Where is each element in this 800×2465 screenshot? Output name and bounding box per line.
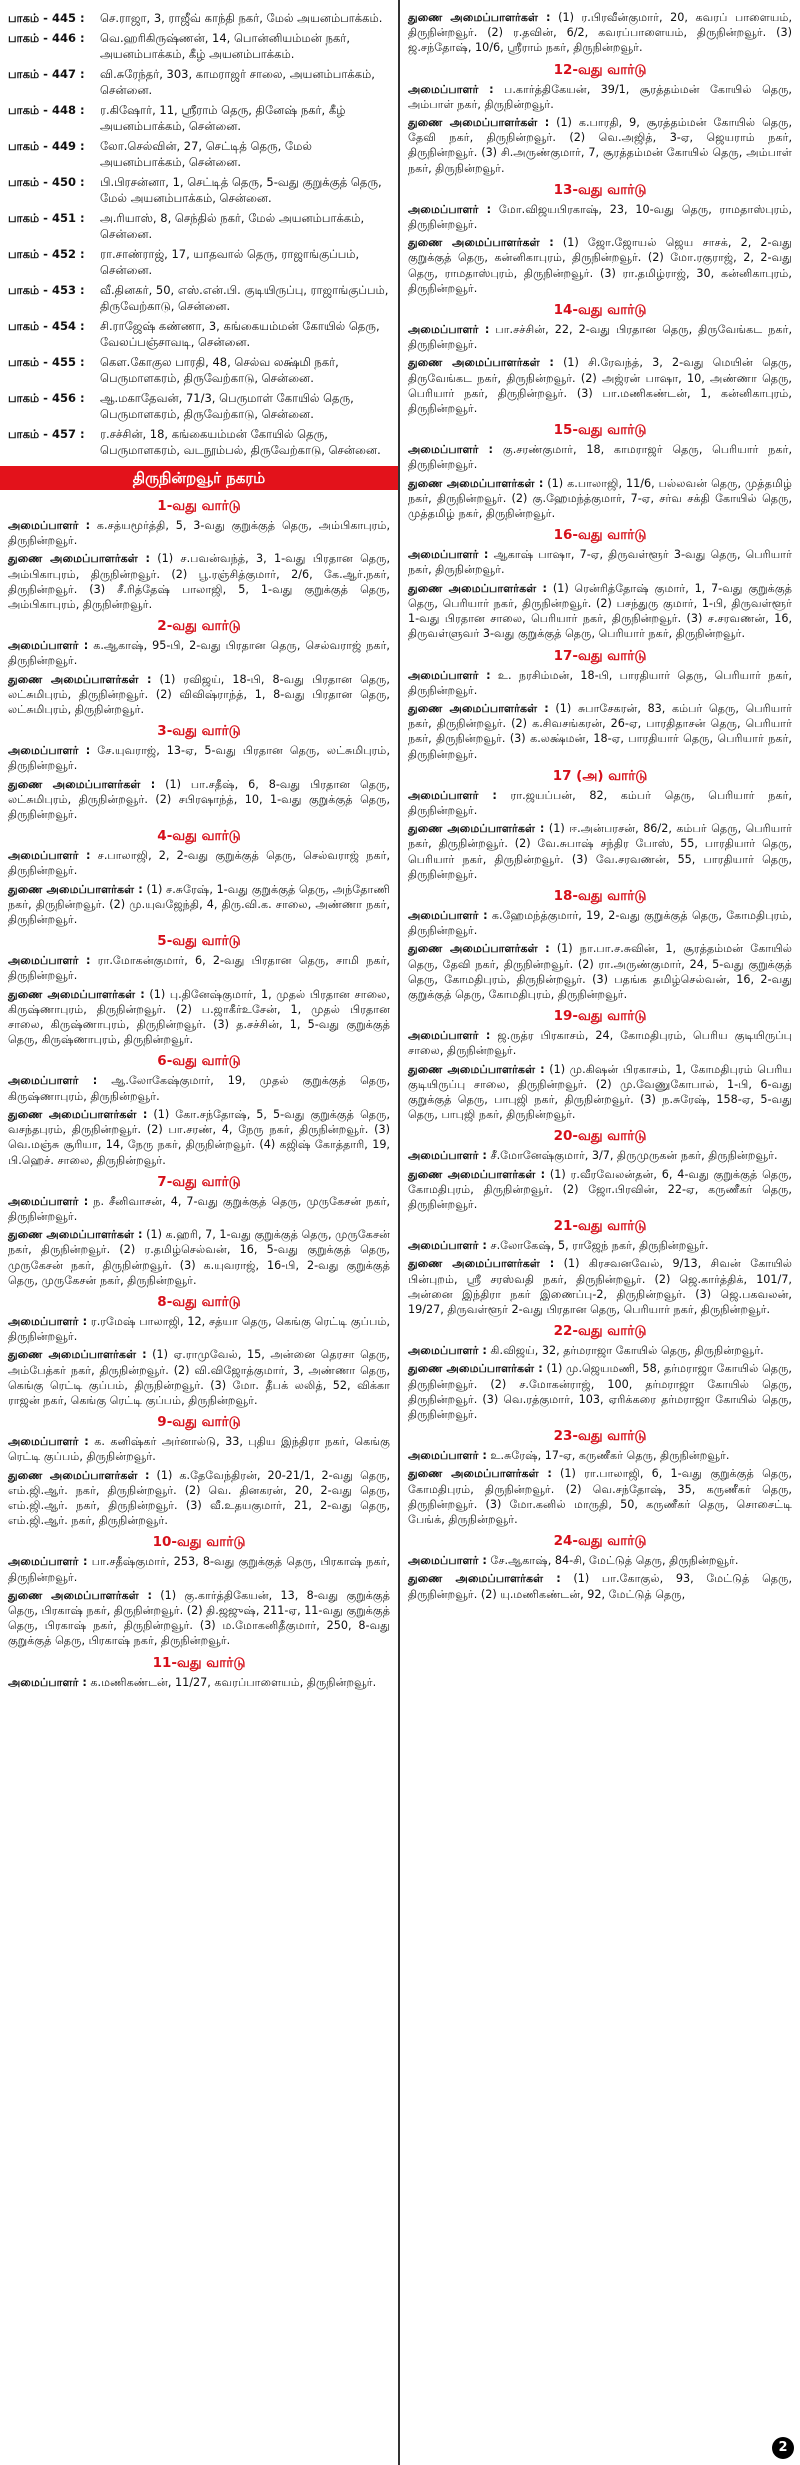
- ward-title: 7-வது வார்டு: [157, 1173, 241, 1190]
- entry-details: க.மணிகண்டன், 11/27, கவரப்பாளையம், திருநின்றவூர்.: [90, 1675, 377, 1689]
- ward-title: 24-வது வார்டு: [553, 1533, 647, 1550]
- entry-role-label: துணை அமைப்பாளர்கள் :: [408, 476, 544, 490]
- ward-entry: [408, 1062, 792, 1123]
- booth-number: பாகம் - 454 :: [8, 319, 85, 333]
- booth-assignee: ர.சச்சின், 18, கங்கையம்மன் கோயில் தெரு, பெருமாளகரம், வடநூம்பல், திருவேற்காடு, சென்னை.: [100, 427, 381, 457]
- ward-entry: [8, 987, 390, 1048]
- entry-role-label: அமைப்பாளர் :: [408, 1554, 487, 1568]
- entry-role-label: துணை அமைப்பாளர்கள் :: [8, 882, 143, 896]
- ward-entry: [408, 1343, 792, 1358]
- entry-details: (1) பா.கோகுல், 93, மேட்டுத் தெரு, திருநின்றவூர். (2) யு.மணிகண்டன், 92, மேட்டுத் தெரு,: [408, 1572, 793, 1601]
- entry-details: (1) பா.சதீஷ், 6, 8-வது பிரதான தெரு, லட்சுமிபுரம், திருநின்றவூர். (2) சபிரஷாந்த், 10, 1-வது குறுக்குத் தெரு, திருநின்றவூர்.: [8, 777, 390, 822]
- ward-entry: [408, 547, 792, 577]
- booth-assignee: லோ.செல்வின், 27, செட்டித் தெரு, மேல் அயனம்பாக்கம், சென்னை.: [100, 139, 312, 169]
- entry-role-label: துணை அமைப்பாளர்கள் :: [8, 672, 152, 686]
- ward-title: 2-வது வார்டு: [157, 618, 241, 635]
- ward-block: [408, 300, 792, 416]
- entry-role-label: அமைப்பாளர் :: [408, 82, 494, 96]
- ward-block: [408, 1006, 792, 1122]
- entry-role-label: துணை அமைப்பாளர்கள் :: [408, 942, 550, 956]
- entry-details: (1) க.பாலாஜி, 11/6, பல்லவன் தெரு, முத்தமிழ் நகர், திருநின்றவூர். (2) கு.ஹேமந்த்குமார், 7-ஏ, சர்வ சக்தி கோயில் தெரு, முத்தமிழ் நகர், திருநின்றவூர்.: [408, 476, 792, 521]
- ward-entry: [8, 638, 390, 668]
- entry-role-label: அமைப்பாளர் :: [8, 1435, 89, 1449]
- booth-assignee: வி.சுரேந்தர், 303, காமராஜர் சாலை, அயனம்பாக்கம், சென்னை.: [100, 67, 375, 97]
- ward-block: [8, 826, 390, 927]
- entry-role-label: துணை அமைப்பாளர்கள் :: [8, 987, 145, 1001]
- entry-details: உ.சுரேஷ், 17-ஏ, கருணீகர் தெரு, திருநின்றவூர்.: [490, 1449, 730, 1463]
- entry-details: க.ஆகாஷ், 95-பி, 2-வது பிரதான தெரு, செல்வராஜ் நகர், திருநின்றவூர்.: [8, 639, 390, 668]
- entry-details: (1) ஜோ.ஜோயல் ஜெய சாசக், 2, 2-வது குறுக்குத் தெரு, கன்னிகாபுரம், திருநின்றவூர். (2) மோ.ரகுராஜ், 2, 2-வது தெரு, ராமதாஸ்புரம், திருநின்றவூர். (3) ரா.தமிழ்ராஜ், 30, கன்னிகாபுரம், திருநின்றவூர்.: [408, 236, 792, 295]
- entry-details: (1) ர.வீரவேலன்தன், 6, 4-வது குறுக்குத் தெரு, கோமதிபுரம், திருநின்றவூர். (2) ஜோ.பிரவின், 22-ஏ, கருணீகர் தெரு, திருநின்றவூர்.: [408, 1167, 792, 1211]
- ward-block: [408, 180, 792, 296]
- ward-title: 18-வது வார்டு: [553, 887, 647, 904]
- ward-title: 21-வது வார்டு: [553, 1218, 647, 1235]
- entry-role-label: அமைப்பாளர் :: [408, 668, 491, 682]
- ward-block: [8, 931, 390, 1047]
- booth-row: [8, 426, 390, 458]
- entry-details: (1) ரா.பாலாஜி, 6, 1-வது குறுக்குத் தெரு, கோமதிபுரம், திருநின்றவூர். (2) வெ.சந்தோஷ், 35, கருணீகர் தெரு, திருநின்றவூர். (3) மோ.கனில் மாருதி, 50, கருணீகர் தெரு, சொசைட்டி பேங்க், திருநின்றவூர்.: [408, 1467, 793, 1527]
- entry-role-label: துணை அமைப்பாளர்கள் :: [8, 1588, 152, 1602]
- entry-role-label: அமைப்பாளர் :: [8, 1314, 88, 1328]
- wards-left-list: [8, 496, 390, 1690]
- entry-role-label: துணை அமைப்பாளர்கள் :: [408, 1062, 545, 1076]
- entry-details: ர.ரமேஷ் பாலாஜி, 12, சத்யா தெரு, கெங்கு ரெட்டி குப்பம், திருநின்றவூர்.: [8, 1314, 391, 1344]
- ward-title: 19-வது வார்டு: [553, 1008, 647, 1025]
- booth-row: [8, 30, 390, 62]
- ward-block: [8, 721, 390, 822]
- ward-block: [8, 1532, 390, 1648]
- ward-title: 15-வது வார்டு: [553, 422, 647, 439]
- entry-role-label: அமைப்பாளர் :: [408, 548, 489, 562]
- ward-entry: [408, 1167, 792, 1213]
- entry-details: ஆகாஷ் பாஷா, 7-ஏ, திருவள்ளூர் 3-வது தெரு, பெரியார் நகர், திருநின்றவூர்.: [408, 548, 793, 577]
- entry-role-label: அமைப்பாளர் :: [8, 1194, 89, 1208]
- entry-details: (1) மு.கிஷன் பிரகாசம், 1, கோமதிபுரம் பெரிய குடியிருப்பு சாலை, திருநின்றவூர். (2) மு.வேணுகோபால், 1-பி, 6-வது குறுக்குத் தெரு, பாபுஜி நகர், திருநின்றவூர். (3) ந.சுரேஷ், 158-ஏ, 5-வது தெரு, பாபுஜி நகர், திருநின்றவூர்.: [408, 1062, 793, 1122]
- entry-role-label: அமைப்பாளர் :: [408, 443, 494, 457]
- ward-title: 16-வது வார்டு: [553, 527, 647, 544]
- booth-number: பாகம் - 445 :: [8, 11, 85, 25]
- ward-entry: [408, 788, 792, 818]
- entry-role-label: துணை அமைப்பாளர்கள் :: [408, 701, 549, 715]
- ward-title: 10-வது வார்டு: [152, 1534, 246, 1551]
- booth-number: பாகம் - 447 :: [8, 67, 85, 81]
- booth-row: [8, 174, 390, 206]
- wards-right-list: [408, 10, 792, 1602]
- booth-number: பாகம் - 452 :: [8, 247, 85, 261]
- entry-role-label: அமைப்பாளர் :: [408, 908, 488, 922]
- ward-entry: [8, 1675, 390, 1690]
- booth-row: [8, 10, 390, 26]
- entry-details: க. கனிஷ்கர் அர்னால்டு, 33, புதிய இந்திரா நகர், கெங்கு ரெட்டி குப்பம், திருநின்றவூர்.: [8, 1435, 391, 1464]
- entry-role-label: அமைப்பாளர் :: [408, 1149, 487, 1163]
- entry-details: (1) க.ஹரி, 7, 1-வது குறுக்குத் தெரு, முருகேசன் நகர், திருநின்றவூர். (2) ர.தமிழ்செல்வன், 16, 5-வது குறுக்குத் தெரு, முருகேசன் நகர், திருநின்றவூர். (3) க.யுவராஜ், 16-பி, 2-வது குறுக்குத் தெரு, முருகேசன் நகர், திருநின்றவூர்.: [8, 1228, 390, 1287]
- entry-details: ச.லோகேஷ், 5, ராஜேந் நகர், திருநின்றவூர்.: [490, 1239, 709, 1253]
- ward-entry: [8, 1468, 390, 1529]
- ward-entry: [8, 551, 390, 612]
- ward-block: [408, 886, 792, 1002]
- ward-entry: [408, 1571, 792, 1601]
- booth-list: [8, 10, 390, 458]
- entry-details: கி.விஜய், 32, தர்மராஜா கோயில் தெரு, திருநின்றவூர்.: [490, 1344, 764, 1358]
- booth-assignee: பி.பிரசன்னா, 1, செட்டித் தெரு, 5-வது குறுக்குத் தெரு, மேல் அயனம்பாக்கம், சென்னை.: [100, 175, 382, 205]
- entry-details: (1) ரவிஜய், 18-பி, 8-வது பிரதான தெரு, லட்சுமிபுரம், திருநின்றவூர். (2) விவிஷ்ராந்த், 1, 8-வது பிரதான தெரு, லட்சுமிபுரம், திருநின்றவூர்.: [8, 672, 390, 717]
- ward-block: [408, 525, 792, 641]
- ward-entry: [408, 701, 792, 762]
- entry-role-label: துணை அமைப்பாளர்கள் :: [408, 1362, 543, 1376]
- ward-entry: [408, 82, 792, 112]
- ward-title: 17-வது வார்டு: [553, 647, 647, 664]
- entry-role-label: அமைப்பாளர் :: [8, 639, 89, 653]
- ward-entry: [408, 908, 792, 938]
- entry-details: மோ.விஜயபிரகாஷ், 23, 10-வது தெரு, ராமதாஸ்புரம், திருநின்றவூர்.: [408, 202, 792, 232]
- entry-details: (1) சி.ரேவந்த், 3, 2-வது மெயின் தெரு, திருவேங்கட நகர், திருநின்றவூர். (2) அஜ்ரன் பாஷா, 10, அண்ணா தெரு, பெரியார் நகர், திருநின்றவூர். (3) பா.மணிகண்டன், 1, கன்னிகாபுரம், திருநின்றவூர்.: [408, 356, 792, 416]
- entry-role-label: துணை அமைப்பாளர்கள் :: [8, 1348, 147, 1362]
- entry-details: (1) ச.சுரேஷ், 1-வது குறுக்குத் தெரு, அந்தோணி நகர், திருநின்றவூர். (2) மு.யுவஜேந்தி, 4, திரு.வி.க. சாலை, அண்ணா நகர், திருநின்றவூர்.: [8, 882, 390, 927]
- booth-assignee: வெ.ஹரிகிருஷ்ணன், 14, பொன்னியம்மன் நகர், அயனம்பாக்கம், கீழ் அயனம்பாக்கம்.: [100, 31, 350, 61]
- entry-role-label: துணை அமைப்பாளர்கள் :: [8, 552, 150, 566]
- ward-entry: [408, 1466, 792, 1527]
- ward-title: 22-வது வார்டு: [553, 1323, 647, 1340]
- entry-role-label: துணை அமைப்பாளர்கள் :: [408, 11, 551, 24]
- ward-block: [408, 420, 792, 521]
- entry-details: க.ஹேமந்த்குமார், 19, 2-வது குறுக்குத் தெரு, கோமதிபுரம், திருநின்றவூர்.: [408, 908, 793, 938]
- entry-role-label: துணை அமைப்பாளர்கள் :: [408, 236, 554, 250]
- entry-details: (1) ர.பிரவீன்குமார், 20, கவரப் பாளையம், திருநின்றவூர். (2) ர.தவின், 6/2, கவரப்பாளையம், திருநின்றவூர். (3) ஜ.சந்தோஷ், 10/6, ஸ்ரீராம் நகர், திருநின்றவூர்.: [408, 11, 792, 55]
- entry-details: (1) பு.தினேஷ்குமார், 1, முதல் பிரதான சாலை, கிருஷ்ணாபுரம், திருநின்றவூர். (2) ப.ஜாகீர்உசேன், 1, முதல் பிரதான சாலை, கிருஷ்ணாபுரம், திருநின்றவூர். (3) த.சச்சின், 1, 5-வது குறுக்குத் தெரு, கிருஷ்ணாபுரம், திருநின்றவூர்.: [8, 987, 391, 1047]
- ward-entry: [8, 953, 390, 983]
- entry-role-label: அமைப்பாளர் :: [8, 1675, 87, 1689]
- ward-block: [408, 766, 792, 882]
- ward-title: 5-வது வார்டு: [157, 933, 241, 950]
- ward-title: 12-வது வார்டு: [553, 61, 647, 78]
- ward-entry: [408, 235, 792, 296]
- ward-entry: [408, 1028, 792, 1058]
- ward-title: 9-வது வார்டு: [157, 1414, 241, 1431]
- entry-details: கு.சரண்குமார், 18, காமராஜர் தெரு, பெரியார் நகர், திருநின்றவூர்.: [408, 443, 793, 472]
- entry-role-label: அமைப்பாளர் :: [8, 1555, 88, 1569]
- entry-details: (1) க.தேவேந்திரன், 20-21/1, 2-வது தெரு, எம்.ஜி.ஆர். நகர், திருநின்றவூர். (2) வெ. தினகரன், 20, 2-வது தெரு, எம்.ஜி.ஆர். நகர், திருநின்றவூர். (3) வீ.உதயகுமார், 21, 2-வது தெரு, எம்.ஜி.ஆர். நகர், திருநின்றவூர்.: [8, 1468, 390, 1528]
- entry-details: (1) ஈ.அன்பரசன், 86/2, கம்பர் தெரு, பெரியார் நகர், திருநின்றவூர். (2) வே.சுபாஷ் சந்திர போஸ், 55, பாரதியார் தெரு, பெரியார் நகர், திருநின்றவூர். (3) வே.சரவணன், 55, பாரதியார் தெரு, திருநின்றவூர்.: [408, 822, 792, 881]
- ward-title: 1-வது வார்டு: [157, 498, 241, 514]
- entry-details: (1) கு.கார்த்திகேயன், 13, 8-வது குறுக்குத் தெரு, பிரகாஷ் நகர், திருநின்றவூர். (2) தி.ஜஜுஷ், 211-ஏ, 11-வது குறுக்குத் தெரு, பிரகாஷ் நகர், திருநின்றவூர். (3) ம.மோகனிதீகுமார், 250, 8-வது குறுக்குத் தெரு, பிரகாஷ் நகர், திருநின்றவூர்.: [8, 1588, 390, 1648]
- ward-entry: [408, 581, 792, 642]
- entry-details: (1) நா.பா.ச.சுவின், 1, சூரத்தம்மன் கோயில் தெரு, தேவி நகர், திருநின்றவூர். (2) ரா.அருண்குமார், 24, 5-வது குறுக்குத் தெரு, கோமதிபுரம், திருநின்றவூர். (3) பதங்க தமிழ்செல்வன், 16, 2-வது குறுக்குத் தெரு, கோமதிபுரம், திருநின்றவூர்.: [408, 942, 792, 1001]
- ward-entry: [8, 1588, 390, 1649]
- entry-role-label: துணை அமைப்பாளர்கள் :: [408, 1257, 555, 1271]
- entry-details: சீ.மோனேஷ்குமார், 3/7, திருமுருகன் நகர், திருநின்றவூர்.: [490, 1149, 778, 1163]
- booth-row: [8, 318, 390, 350]
- ward-entry: [8, 672, 390, 718]
- ward-entry: [408, 1448, 792, 1463]
- entry-role-label: துணை அமைப்பாளர்கள் :: [408, 1572, 561, 1586]
- booth-row: [8, 66, 390, 98]
- ward-entry: [8, 1073, 390, 1103]
- right-column: [400, 0, 800, 2465]
- ward-block: [8, 1292, 390, 1408]
- booth-number: பாகம் - 449 :: [8, 139, 85, 153]
- ward-title: 23-வது வார்டு: [553, 1428, 647, 1445]
- entry-details: ந. சீனிவாசன், 4, 7-வது குறுக்குத் தெரு, முருகேசன் நகர், திருநின்றவூர்.: [8, 1194, 391, 1223]
- entry-role-label: அமைப்பாளர் :: [408, 323, 490, 337]
- ward-block: [408, 10, 792, 56]
- booth-row: [8, 354, 390, 386]
- ward-block: [408, 1321, 792, 1422]
- entry-details: (1) ரென்ரித்தோஷ் குமார், 1, 7-வது குறுக்குத் தெரு, பெரியார் நகர், திருநின்றவூர். (2) பசந்துரு குமார், 1-பி, திருவள்ளூர் 1-வது பிரதான சாலை, பெரியார் நகர், திருநின்றவூர். (3) ச.சரவணன், 16, திருவள்ளுவர் 3-வது குறுக்குத் தெரு, பெரியார் நகர், திருநின்றவூர்.: [408, 581, 792, 641]
- entry-details: ஜ.ருத்ர பிரகாசம், 24, கோமதிபுரம், பெரிய குடியிருப்பு சாலை, திருநின்றவூர்.: [408, 1029, 793, 1058]
- entry-role-label: துணை அமைப்பாளர்கள் :: [408, 356, 554, 370]
- ward-title: 3-வது வார்டு: [157, 723, 241, 740]
- ward-entry: [408, 1148, 792, 1163]
- ward-block: [8, 616, 390, 717]
- booth-assignee: கௌ.கோகுல பாரதி, 48, செல்வ லக்ஷ்மி நகர், பெருமாளகரம், திருவேற்காடு, சென்னை.: [100, 355, 339, 385]
- ward-entry: [8, 518, 390, 548]
- ward-title: 11-வது வார்டு: [152, 1654, 246, 1671]
- ward-entry: [8, 743, 390, 773]
- ward-entry: [408, 1256, 792, 1317]
- booth-number: பாகம் - 448 :: [8, 103, 85, 117]
- ward-entry: [408, 442, 792, 472]
- ward-block: [8, 1653, 390, 1690]
- entry-role-label: துணை அமைப்பாளர்கள் :: [8, 777, 156, 791]
- ward-block: [408, 1426, 792, 1527]
- booth-row: [8, 138, 390, 170]
- booth-row: [8, 102, 390, 134]
- ward-block: [408, 646, 792, 762]
- ward-title: 17 (அ) வார்டு: [552, 767, 648, 784]
- entry-role-label: அமைப்பாளர் :: [8, 954, 91, 968]
- entry-role-label: அமைப்பாளர் :: [8, 519, 91, 532]
- ward-entry: [408, 1238, 792, 1253]
- ward-entry: [8, 1194, 390, 1224]
- booth-number: பாகம் - 453 :: [8, 283, 85, 297]
- ward-title: 4-வது வார்டு: [157, 828, 241, 845]
- entry-role-label: துணை அமைப்பாளர்கள் :: [8, 1107, 148, 1121]
- booth-row: [8, 282, 390, 314]
- ward-entry: [408, 1553, 792, 1568]
- entry-role-label: துணை அமைப்பாளர்கள் :: [408, 1467, 552, 1481]
- ward-entry: [408, 322, 792, 352]
- entry-details: (1) மு.ஜெயமணி, 58, தர்மராஜா கோயில் தெரு, திருநின்றவூர். (2) ச.மோகன்ராஜ், 100, தர்மராஜா கோயில் தெரு, திருநின்றவூர். (3) வெ.ரத்குமார், 103, ஏரிக்கரை தர்மராஜா கோயில் தெரு, திருநின்றவூர்.: [408, 1362, 792, 1422]
- entry-details: ரா.ஜயப்பன், 82, கம்பர் தெரு, பெரியார் நகர், திருநின்றவூர்.: [408, 788, 792, 817]
- entry-role-label: அமைப்பாளர் :: [408, 202, 492, 216]
- entry-details: (1) சுபாசேகரன், 83, கம்பர் தெரு, பெரியார் நகர், திருநின்றவூர். (2) க.சிவசங்கரன், 26-ஏ, பாரதிதாசன் தெரு, பெரியார் நகர், திருநின்றவூர். (3) க.லக்ஷ்மன், 18-ஏ, பாரதியார் தெரு, பெரியார் நகர், திருநின்றவூர்.: [408, 701, 792, 761]
- entry-role-label: துணை அமைப்பாளர்கள் :: [408, 116, 550, 130]
- ward-entry: [408, 115, 792, 176]
- ward-block: [408, 60, 792, 176]
- ward-entry: [408, 668, 792, 698]
- entry-details: (1) கிரசவனவேல், 9/13, சிவன் கோயில் பின்புறம், ஸ்ரீ சரஸ்வதி நகர், திருநின்றவூர். (2) ஜெ.கார்த்திக், 101/7, அன்னை இந்திரா நகர் இணைப்பு-2, திருநின்றவூர். (3) ஜெ.பகவலன், 19/27, திருவள்ளூர் 2-வது பிரதான தெரு, பெரியார் நகர், திருநின்றவூர்.: [408, 1257, 792, 1316]
- booth-number: பாகம் - 457 :: [8, 427, 85, 441]
- booth-assignee: வீ.தினகர், 50, எஸ்.என்.பி. குடியிருப்பு, ராஜாங்குப்பம், திருவேற்காடு, சென்னை.: [100, 283, 389, 313]
- ward-block: [408, 1216, 792, 1317]
- entry-role-label: அமைப்பாளர் :: [408, 1239, 487, 1253]
- entry-details: (1) ச.பவன்வந்த், 3, 1-வது பிரதான தெரு, அம்பிகாபுரம், திருநின்றவூர். (2) பூ.ரஞ்சித்குமார், 2/6, கே.ஆர்.நகர், திருநின்றவூர். (3) சீ.ரித்தேஷ் பாலாஜி, 5, 1-வது குறுக்குத் தெரு, அம்பிகாபுரம், திருநின்றவூர்.: [8, 552, 391, 612]
- booth-row: [8, 390, 390, 422]
- entry-details: ச.பாலாஜி, 2, 2-வது குறுக்குத் தெரு, செல்வராஜ் நகர், திருநின்றவூர்.: [8, 849, 390, 878]
- entry-details: ஆ.லோகேஷ்குமார், 19, முதல் குறுக்குத் தெரு, கிருஷ்ணாபுரம், திருநின்றவூர்.: [8, 1074, 390, 1103]
- ward-title: 13-வது வார்டு: [553, 181, 647, 198]
- entry-role-label: அமைப்பாளர் :: [408, 1029, 491, 1043]
- entry-role-label: அமைப்பாளர் :: [408, 788, 497, 802]
- ward-entry: [8, 1347, 390, 1408]
- entry-details: சே.ஆகாஷ், 84-சி, மேட்டுத் தெரு, திருநின்றவூர்.: [490, 1554, 739, 1568]
- ward-entry: [408, 821, 792, 882]
- entry-details: (1) கோ.சந்தோஷ், 5, 5-வது குறுக்குத் தெரு, வசந்தபுரம், திருநின்றவூர். (2) பா.சரண், 4, நேரு நகர், திருநின்றவூர். (3) வெ.மஞ்சு சூரியா, 14, நேரு நகர், திருநின்றவூர். (4) கஜிஷ் கோத்தாரி, 19, பி.ஹெச். சாலை, திருநின்றவூர்.: [8, 1107, 390, 1167]
- ward-block: [8, 1051, 390, 1167]
- entry-role-label: துணை அமைப்பாளர்கள் :: [8, 1468, 150, 1482]
- ward-entry: [8, 777, 390, 823]
- section-header: திருநின்றவூர் நகரம்: [0, 466, 398, 490]
- booth-assignee: சி.ராஜேஷ் கண்ணா, 3, கங்கையம்மன் கோயில் தெரு, வேலப்பஞ்சாவடி, சென்னை.: [100, 319, 380, 349]
- ward-block: [8, 496, 390, 612]
- ward-entry: [8, 882, 390, 928]
- booth-assignee: அ.ரியாஸ், 8, செந்தில் நகர், மேல் அயனம்பாக்கம், சென்னை.: [100, 211, 365, 241]
- booth-assignee: ஆ.மகாதேவன், 71/3, பெருமாள் கோயில் தெரு, பெருமாளகரம், திருவேற்காடு, சென்னை.: [100, 391, 354, 421]
- entry-role-label: அமைப்பாளர் :: [8, 744, 91, 758]
- ward-block: [408, 1126, 792, 1212]
- ward-block: [408, 1531, 792, 1602]
- entry-details: பா.சதீஷ்குமார், 253, 8-வது குறுக்குத் தெரு, பிரகாஷ் நகர், திருநின்றவூர்.: [8, 1555, 390, 1584]
- ward-entry: [8, 1107, 390, 1168]
- entry-details: (1) ஏ.ராமுவேல், 15, அன்னை தெரசா தெரு, அம்பேத்கர் நகர், திருநின்றவூர். (2) வி.விஜோத்குமார், 3, அண்ணா தெரு, கெங்கு ரெட்டி குப்பம், திருநின்றவூர். (3) மோ. தீபக் லலித், 52, விக்கா ராஜன் நகர், கெங்கு ரெட்டி குப்பம், திருநின்றவூர்.: [8, 1348, 390, 1407]
- booth-assignee: ர.கிஷோர், 11, ஸ்ரீராம் தெரு, தினேஷ் நகர், கீழ் அயனம்பாக்கம், சென்னை.: [100, 103, 346, 133]
- ward-entry: [8, 1314, 390, 1344]
- booth-row: [8, 246, 390, 278]
- entry-details: சே.யுவராஜ், 13-ஏ, 5-வது பிரதான தெரு, லட்சுமிபுரம், திருநின்றவூர்.: [8, 744, 390, 773]
- booth-number: பாகம் - 450 :: [8, 175, 85, 189]
- ward-entry: [408, 10, 792, 56]
- booth-assignee: செ.ராஜா, 3, ராஜீவ் காந்தி நகர், மேல் அயனம்பாக்கம்.: [100, 11, 383, 25]
- booth-assignee: ரா.சாண்ராஜ், 17, யாதவால் தெரு, ராஜாங்குப்பம், சென்னை.: [100, 247, 360, 277]
- ward-entry: [408, 1361, 792, 1422]
- entry-role-label: அமைப்பாளர் :: [8, 849, 91, 863]
- ward-entry: [8, 848, 390, 878]
- ward-entry: [408, 941, 792, 1002]
- booth-number: பாகம் - 456 :: [8, 391, 85, 405]
- ward-entry: [8, 1554, 390, 1584]
- ward-title: 8-வது வார்டு: [157, 1293, 241, 1310]
- entry-details: பா.சச்சின், 22, 2-வது பிரதான தெரு, திருவேங்கட நகர், திருநின்றவூர்.: [408, 323, 793, 352]
- entry-details: ரா.மோகன்குமார், 6, 2-வது பிரதான தெரு, சாமி நகர், திருநின்றவூர்.: [8, 954, 390, 983]
- entry-details: உ. நரசிம்மன், 18-பி, பாரதியார் தெரு, பெரியார் நகர், திருநின்றவூர்.: [408, 668, 793, 697]
- entry-role-label: அமைப்பாளர் :: [408, 1449, 487, 1463]
- page-number: 2: [772, 2437, 794, 2459]
- entry-details: (1) க.பாரதி, 9, சூரத்தம்மன் கோயில் தெரு, தேவி நகர், திருநின்றவூர். (2) வெ.அஜித், 3-ஏ, ஜெயராம் நகர், திருநின்றவூர். (3) சி.அருண்குமார், 7, சூரத்தம்மன் கோயில் தெரு, அம்பாள் நகர், திருநின்றவூர்.: [408, 116, 792, 175]
- ward-title: 14-வது வார்டு: [553, 302, 647, 319]
- entry-role-label: துணை அமைப்பாளர்கள் :: [408, 1167, 546, 1181]
- entry-role-label: அமைப்பாளர் :: [8, 1074, 98, 1088]
- ward-entry: [8, 1434, 390, 1464]
- ward-entry: [408, 202, 792, 232]
- entry-details: க.சத்யமூர்த்தி, 5, 3-வது குறுக்குத் தெரு, அம்பிகாபுரம், திருநின்றவூர்.: [8, 519, 390, 548]
- ward-block: [8, 1172, 390, 1288]
- booth-number: பாகம் - 455 :: [8, 355, 85, 369]
- entry-details: ப.கார்த்திகேயன், 39/1, சூரத்தம்மன் கோயில் தெரு, அம்பாள் நகர், திருநின்றவூர்.: [408, 82, 792, 111]
- booth-number: பாகம் - 446 :: [8, 31, 85, 45]
- entry-role-label: துணை அமைப்பாளர்கள் :: [408, 581, 548, 595]
- ward-title: 6-வது வார்டு: [157, 1053, 241, 1070]
- booth-row: [8, 210, 390, 242]
- ward-title: 20-வது வார்டு: [553, 1128, 647, 1145]
- entry-role-label: துணை அமைப்பாளர்கள் :: [408, 822, 545, 836]
- ward-entry: [8, 1227, 390, 1288]
- ward-entry: [408, 355, 792, 416]
- booth-number: பாகம் - 451 :: [8, 211, 85, 225]
- entry-role-label: துணை அமைப்பாளர்கள் :: [8, 1228, 143, 1242]
- entry-role-label: அமைப்பாளர் :: [408, 1344, 487, 1358]
- ward-block: [8, 1412, 390, 1528]
- ward-entry: [408, 476, 792, 522]
